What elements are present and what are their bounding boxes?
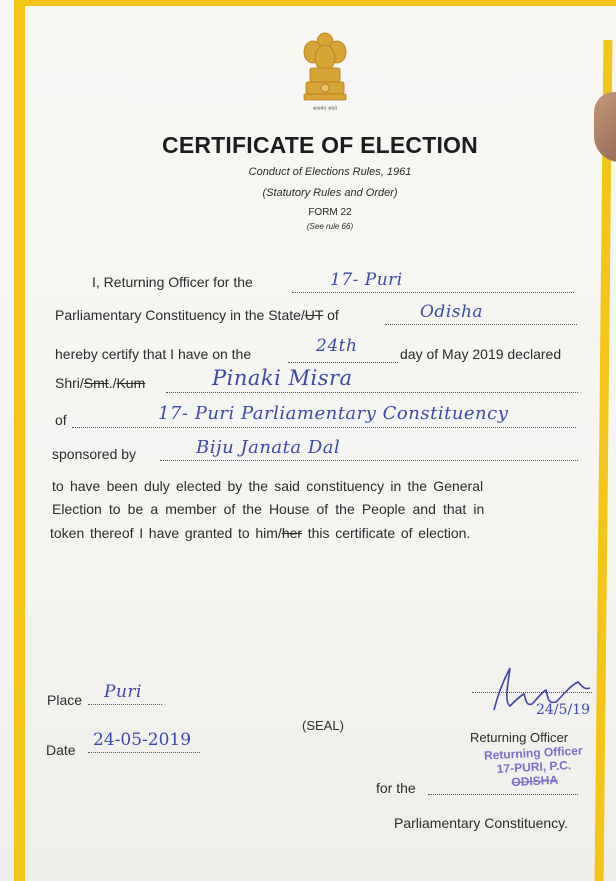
see-rule: (See rule 66) xyxy=(306,222,354,231)
shri-prefix: Shri/ xyxy=(55,375,84,391)
body-line-3 xyxy=(50,522,470,546)
dotted-line xyxy=(72,427,576,428)
yellow-border-left xyxy=(14,0,25,881)
national-emblem-icon xyxy=(300,30,350,108)
place-label: Place xyxy=(47,692,83,708)
title-sep: ./ xyxy=(108,375,117,391)
returning-officer-label: Returning Officer xyxy=(470,730,569,745)
statutory-subtitle: (Statutory Rules and Order) xyxy=(262,187,398,199)
finger-holding-paper xyxy=(594,92,616,162)
returning-officer-prefix: I, Returning Officer for the xyxy=(92,274,253,290)
dotted-line xyxy=(385,324,577,325)
of-prefix: of xyxy=(55,412,67,428)
party-handwritten: Biju Janata Dal xyxy=(196,437,341,458)
constituency-full-handwritten: 17- Puri Parliamentary Constituency xyxy=(158,403,509,424)
official-stamp xyxy=(471,743,597,791)
date-label: Date xyxy=(46,742,76,758)
stamp-line-3: ODISHA xyxy=(511,772,559,790)
body-line-1: to have been duly elected by the said constituency in the General xyxy=(52,478,484,494)
certificate-title: CERTIFICATE OF ELECTION xyxy=(162,132,478,158)
parliamentary-constituency-label: Parliamentary Constituency. xyxy=(394,815,569,831)
dotted-line xyxy=(88,752,200,753)
dotted-line xyxy=(160,460,578,461)
seal-label: (SEAL) xyxy=(302,718,344,733)
state-line xyxy=(55,307,339,323)
day-handwritten: 24th xyxy=(316,336,358,356)
dotted-line xyxy=(288,362,398,363)
stamp-line-1: Returning Officer xyxy=(483,743,583,763)
signature-date-handwritten: 24/5/19 xyxy=(536,702,590,718)
date-handwritten: 24-05-2019 xyxy=(93,730,192,750)
dotted-line xyxy=(88,704,162,705)
rules-subtitle: Conduct of Elections Rules, 1961 xyxy=(248,166,412,178)
emblem-motto: सत्यमेव जयते xyxy=(312,106,338,112)
title-line xyxy=(55,375,145,391)
body-line-3b: this certificate of election. xyxy=(302,525,471,541)
struck-ut: UT xyxy=(304,307,324,323)
form-number: FORM 22 xyxy=(308,207,352,218)
certify-prefix: hereby certify that I have on the xyxy=(55,346,252,362)
place-handwritten: Puri xyxy=(104,682,142,702)
sponsored-prefix: sponsored by xyxy=(52,446,137,462)
dotted-line xyxy=(428,794,578,795)
state-handwritten: Odisha xyxy=(420,302,484,322)
struck-her: her xyxy=(281,525,303,541)
body-line-3a: token thereof I have granted to him/ xyxy=(50,525,282,541)
certify-suffix: day of May 2019 declared xyxy=(400,346,562,362)
for-the-label: for the xyxy=(376,780,416,796)
state-prefix: Parliamentary Constituency in the State/ xyxy=(55,307,305,323)
body-line-2: Election to be a member of the House of the People and that in xyxy=(52,501,485,517)
candidate-name-handwritten: Pinaki Misra xyxy=(212,366,353,390)
constituency-handwritten: 17- Puri xyxy=(330,270,403,290)
struck-kum: Kum xyxy=(116,375,146,391)
stamp-line-2: 17-PURI, P.C. xyxy=(496,758,572,776)
state-of: of xyxy=(323,307,339,323)
yellow-border-right xyxy=(595,40,613,881)
dotted-line xyxy=(166,392,578,393)
struck-smt: Smt xyxy=(83,375,109,391)
yellow-border-top xyxy=(14,0,616,6)
dotted-line xyxy=(292,292,574,293)
